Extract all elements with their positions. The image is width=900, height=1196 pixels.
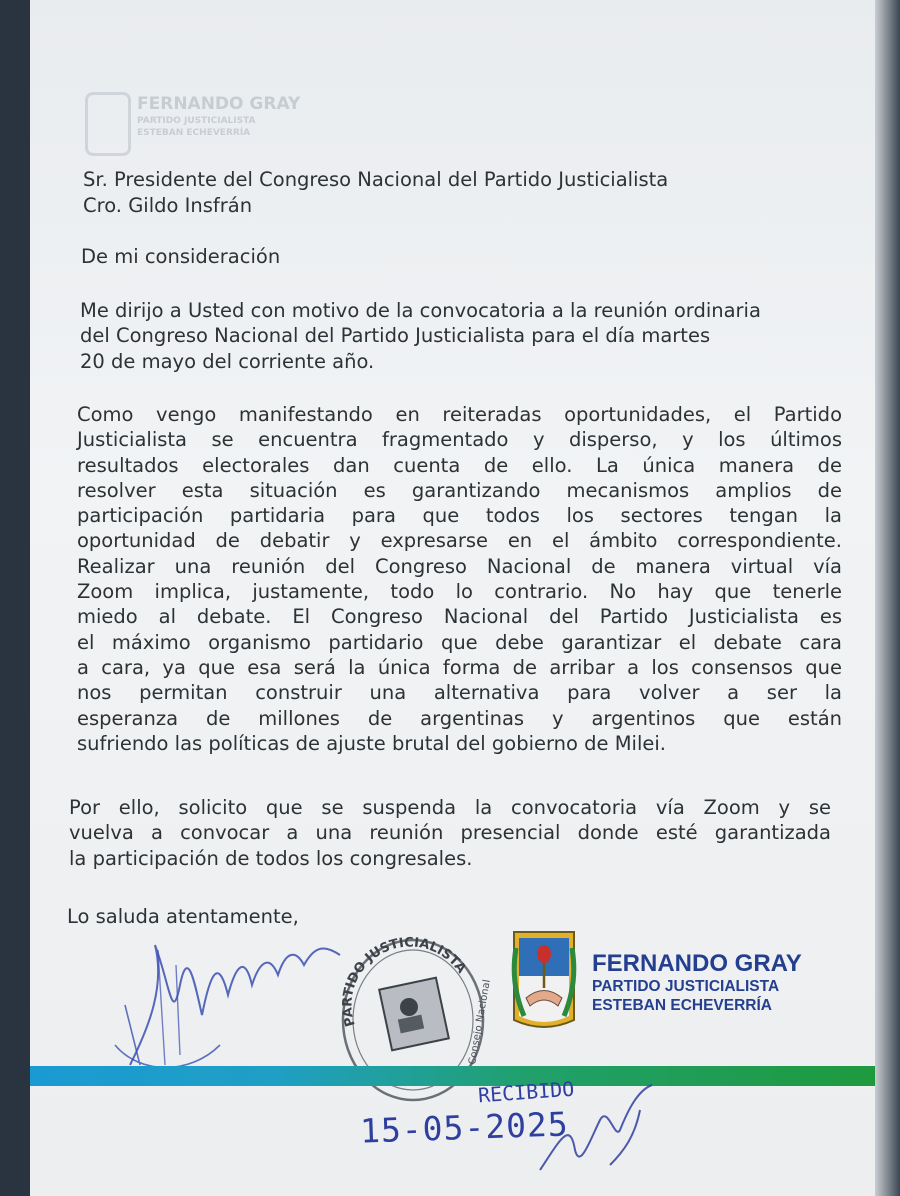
paragraph-1-line: 20 de mayo del corriente año. bbox=[80, 349, 375, 373]
paragraph-3 bbox=[69, 795, 831, 871]
paragraph-2-line: Como vengo manifestando en reiteradas oportunidades, el Partido bbox=[77, 403, 842, 426]
paragraph-1-line: del Congreso Nacional del Partido Justicialista para el día martes bbox=[80, 324, 711, 348]
letter-page bbox=[30, 0, 875, 1196]
paragraph-1 bbox=[80, 298, 840, 374]
recipient-line2: Cro. Gildo Insfrán bbox=[83, 194, 253, 217]
brand-name: FERNANDO GRAY bbox=[592, 950, 802, 977]
paragraph-2-line: el máximo organismo partidario que debe garantizar el debate cara bbox=[77, 630, 842, 654]
brand-line1: PARTIDO JUSTICIALISTA bbox=[592, 978, 780, 995]
paragraph-2-line: participación partidaria para que todos los sectores tengan la bbox=[77, 504, 842, 528]
party-emblem-icon bbox=[508, 928, 580, 1034]
letterhead-logo-icon bbox=[85, 92, 131, 156]
letterhead-line1: PARTIDO JUSTICIALISTA bbox=[137, 116, 256, 126]
letterhead-title: FERNANDO GRAY bbox=[137, 94, 301, 114]
paragraph-3-line: vuelva a convocar a una reunión presencial donde esté garantizada bbox=[69, 821, 831, 845]
paragraph-2-line: resolver esta situación es garantizando mecanismos amplios de bbox=[77, 478, 842, 502]
paragraph-2-line: esperanza de millones de argentinas y argentinos que están bbox=[77, 706, 842, 730]
paragraph-2-line: sufriendo las políticas de ajuste brutal del gobierno de Milei. bbox=[77, 731, 667, 755]
paragraph-3-line: Por ello, solicito que se suspenda la convocatoria vía Zoom y se bbox=[69, 796, 831, 819]
paragraph-2-line: Realizar una reunión del Congreso Nacional de manera virtual vía bbox=[77, 554, 842, 578]
paragraph-2-line: a cara, ya que esa será la única forma de arribar a los consensos que bbox=[77, 655, 842, 679]
greeting: De mi consideración bbox=[81, 245, 281, 268]
paragraph-1-line: Me dirijo a Usted con motivo de la convocatoria a la reunión ordinaria bbox=[80, 299, 761, 322]
letterhead-line2: ESTEBAN ECHEVERRÍA bbox=[137, 128, 251, 138]
paragraph-2-line: miedo al debate. El Congreso Nacional del Partido Justicialista es bbox=[77, 605, 842, 629]
closing: Lo saluda atentamente, bbox=[67, 905, 299, 928]
received-date: 15-05-2025 bbox=[359, 1104, 570, 1151]
paragraph-3-line: la participación de todos los congresales. bbox=[69, 846, 473, 870]
background-edge bbox=[875, 0, 900, 1196]
receiver-signature-icon bbox=[530, 1080, 660, 1180]
seal-top-text: PARTIDO JUSTICIALISTA bbox=[340, 935, 469, 1029]
paragraph-2-line: oportunidad de debatir y expresarse en el ámbito correspondiente. bbox=[77, 529, 842, 553]
paragraph-2-line: Justicialista se encuentra fragmentado y disperso, y los últimos bbox=[77, 428, 842, 452]
signature-scribble-icon bbox=[110, 925, 350, 1075]
seal-side-text: Consejo Nacional bbox=[467, 978, 493, 1066]
received-stamp-text: RECIBIDO bbox=[477, 1076, 576, 1108]
paragraph-2-line: resultados electorales dan cuenta de ello. La única manera de bbox=[77, 453, 842, 477]
brand-block bbox=[508, 928, 848, 1038]
color-stripe-divider bbox=[30, 1066, 875, 1086]
paragraph-2-line: nos permitan construir una alternativa para volver a ser la bbox=[77, 681, 842, 705]
paragraph-2-line: Zoom implica, justamente, todo lo contrario. No hay que tenerle bbox=[77, 580, 842, 604]
paragraph-2 bbox=[77, 402, 842, 756]
brand-line2: ESTEBAN ECHEVERRÍA bbox=[592, 997, 772, 1014]
recipient-line1: Sr. Presidente del Congreso Nacional del Partido Justicialista bbox=[83, 168, 669, 191]
